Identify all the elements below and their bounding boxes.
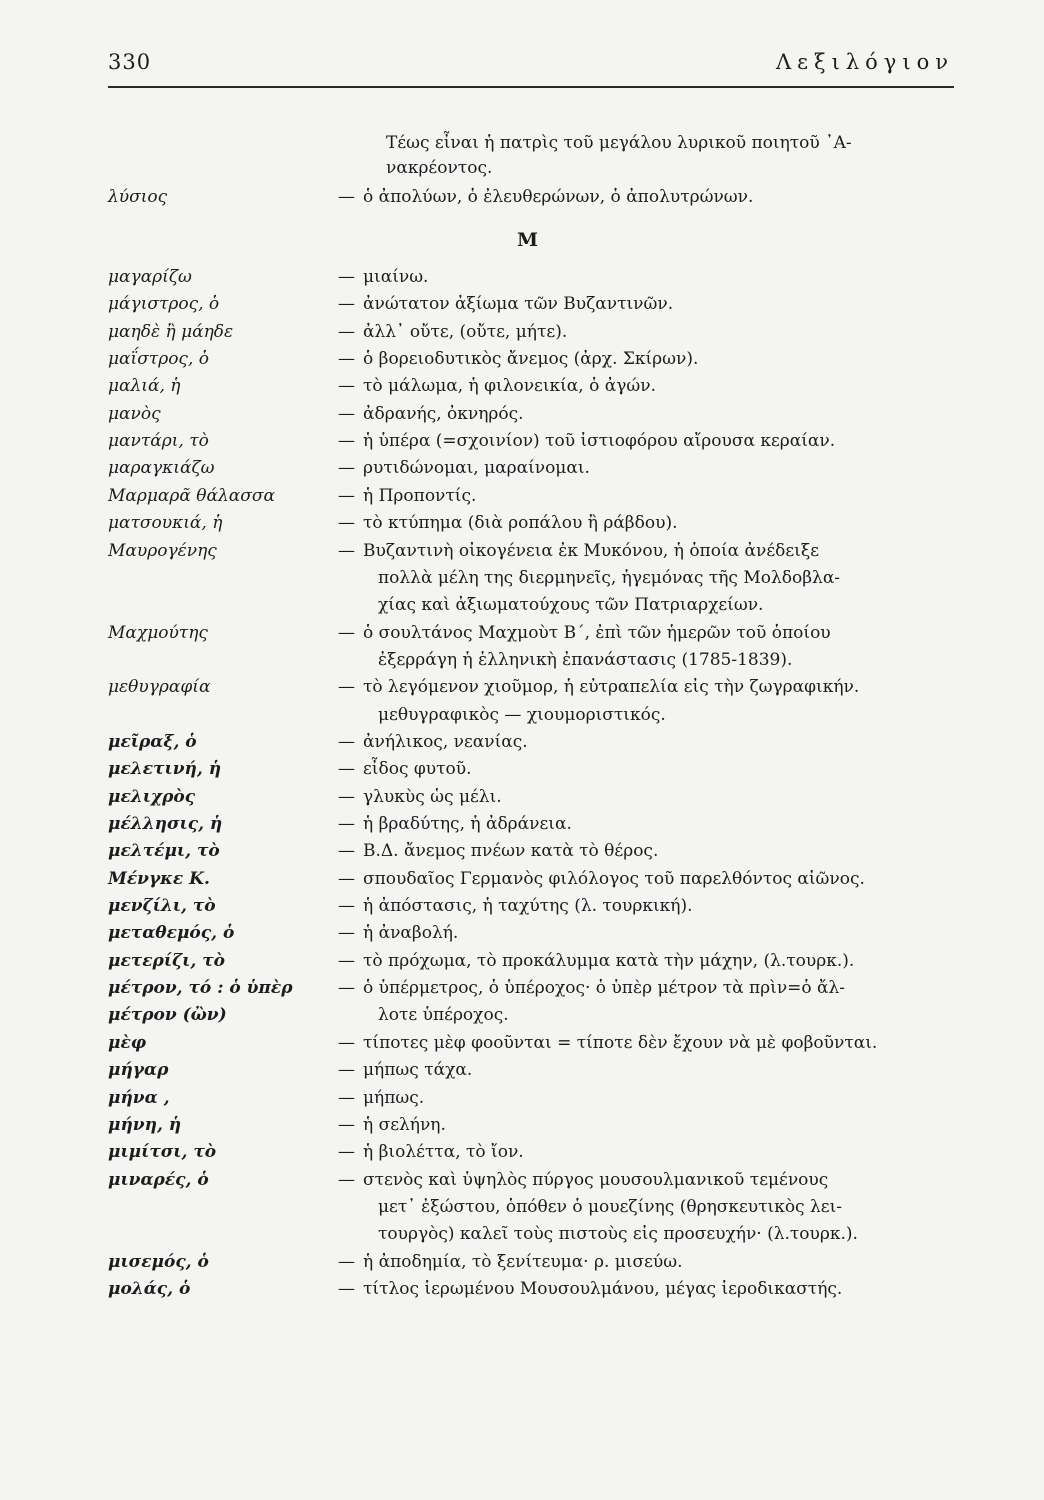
entry-term: μάγιστρος, ὁ bbox=[108, 294, 220, 315]
running-title: Λεξιλόγιον bbox=[776, 50, 954, 74]
entry-definition: — γλυκὺς ὡς μέλι. bbox=[338, 786, 502, 807]
entry-definition: — μιαίνω. bbox=[338, 267, 429, 287]
entry-definition-continuation: χίας καὶ ἀξιωματούχους τῶν Πατριαρχείων. bbox=[378, 595, 764, 616]
entry-definition: — μήπως τάχα. bbox=[338, 1060, 473, 1081]
entry-term: Μαρμαρᾶ θάλασσα bbox=[108, 485, 275, 506]
entry-definition: — ἡ βιολέττα, τὸ ἴον. bbox=[338, 1142, 524, 1163]
entry-term: μήγαρ bbox=[108, 1060, 169, 1081]
header-rule bbox=[108, 86, 954, 88]
entry-term: Μαυρογένης bbox=[108, 540, 217, 561]
entry-term: μανὸς bbox=[108, 403, 161, 424]
entry-definition-continuation: μεθυγραφικὸς — χιουμοριστικός. bbox=[378, 704, 666, 725]
entry-definition: — ὁ ἀπολύων, ὁ ἐλευθερώνων, ὁ ἀπολυτρώνων. bbox=[338, 187, 754, 207]
entry-definition: — Β.Δ. ἄνεμος πνέων κατὰ τὸ θέρος. bbox=[338, 841, 659, 862]
entry-definition: — τίποτες μὲφ φοοῦνται = τίποτε δὲν ἔχουν νὰ μὲ φοβοῦνται. bbox=[338, 1032, 878, 1053]
entry-definition: — σπουδαῖος Γερμανὸς φιλόλογος τοῦ παρελθόντος αἰῶνος. bbox=[338, 868, 865, 889]
page-number: 330 bbox=[108, 50, 152, 74]
entry-term: μισεμός, ὁ bbox=[108, 1251, 209, 1272]
entry-definition: — μήπως. bbox=[338, 1087, 425, 1108]
entry-term: μελετινή, ἡ bbox=[108, 759, 222, 780]
entry-definition: — ἡ Προποντίς. bbox=[338, 485, 477, 506]
entry-definition: — ἡ ὑπέρα (=σχοινίον) τοῦ ἱστιοφόρου αἴρουσα κεραίαν. bbox=[338, 431, 836, 452]
entry-definition: — ἀδρανής, ὀκνηρός. bbox=[338, 403, 524, 424]
entry-term: μελιχρὸς bbox=[108, 786, 196, 807]
entry-term: μήνα , bbox=[108, 1087, 170, 1108]
entry-definition: — ὁ σουλτάνος Μαχμοὺτ Β΄, ἐπὶ τῶν ἡμερῶν τοῦ ὁποίου bbox=[338, 622, 831, 643]
entry-term: μαγαρίζω bbox=[108, 267, 192, 287]
entry-definition: — τίτλος ἱερωμένου Μουσουλμάνου, μέγας ἱεροδικαστής. bbox=[338, 1278, 843, 1299]
entry-definition-continuation: τουργὸς) καλεῖ τοὺς πιστοὺς εἰς προσευχήν· (λ.τουρκ.). bbox=[378, 1224, 858, 1245]
entry-definition-continuation: πολλὰ μέλη της διερμηνεῖς, ἡγεμόνας τῆς Μολδοβλα- bbox=[378, 567, 841, 588]
entry-definition-continuation: μετ᾿ ἐξώστου, ὁπόθεν ὁ μουεζίνης (θρησκευτικὸς λει- bbox=[378, 1196, 842, 1217]
entry-term: μενζίλι, τὸ bbox=[108, 896, 216, 917]
entry-term: μιμίτσι, τὸ bbox=[108, 1142, 217, 1163]
entry-definition-continuation: ἐξερράγη ἡ ἑλληνικὴ ἐπανάστασις (1785-1839). bbox=[378, 649, 793, 670]
entry-term: μαραγκιάζω bbox=[108, 458, 215, 479]
entry-definition: — ὁ ὑπέρμετρος, ὁ ὑπέροχος· ὁ ὑπὲρ μέτρον τὰ πρὶν=ὁ ἄλ- bbox=[338, 978, 846, 999]
entry-term: μεθυγραφία bbox=[108, 677, 211, 698]
entry-term: μολάς, ὁ bbox=[108, 1278, 191, 1299]
entry-term: Μένγκε Κ. bbox=[108, 868, 210, 889]
page-header bbox=[108, 50, 954, 84]
entry-definition: — τὸ λεγόμενον χιοῦμορ, ἡ εὐτραπελία εἰς τὴν ζωγραφικήν. bbox=[338, 677, 860, 698]
section-letter: Μ bbox=[517, 229, 539, 251]
entry-term: μετερίζι, τὸ bbox=[108, 950, 225, 971]
entry-definition-continuation: λοτε ὑπέροχος. bbox=[378, 1005, 509, 1026]
entry-definition: — ρυτιδώνομαι, μαραίνομαι. bbox=[338, 458, 590, 479]
entry-term: ματσουκιά, ἡ bbox=[108, 513, 223, 534]
entry-term: μαΐστρος, ὁ bbox=[108, 349, 209, 370]
entry-term: Μαχμούτης bbox=[108, 622, 208, 643]
entry-term: μιναρές, ὁ bbox=[108, 1169, 209, 1190]
entry-definition: — ὁ βορειοδυτικὸς ἄνεμος (ἀρχ. Σκίρων). bbox=[338, 349, 699, 370]
entry-term: μελτέμι, τὸ bbox=[108, 841, 220, 862]
entry-definition: — ἡ ἀναβολή. bbox=[338, 923, 459, 944]
entry-term: μεῖραξ, ὁ bbox=[108, 731, 197, 752]
entry-definition: — ἡ ἀποδημία, τὸ ξενίτευμα· ρ. μισεύω. bbox=[338, 1251, 683, 1272]
entry-definition: — ἀνήλικος, νεανίας. bbox=[338, 731, 528, 752]
entry-definition: — τὸ μάλωμα, ἡ φιλονεικία, ὁ ἀγών. bbox=[338, 376, 656, 397]
entry-definition: — ἡ σελήνη. bbox=[338, 1114, 446, 1135]
entry-definition: — ἀλλ᾿ οὔτε, (οὔτε, μήτε). bbox=[338, 321, 568, 342]
entry-term: μήνη, ἡ bbox=[108, 1114, 182, 1135]
entry-definition: — τὸ κτύπημα (διὰ ροπάλου ἢ ράβδου). bbox=[338, 513, 678, 534]
entry-definition: — ἀνώτατον ἀξίωμα τῶν Βυζαντινῶν. bbox=[338, 294, 674, 315]
entry-definition: — τὸ πρόχωμα, τὸ προκάλυμμα κατὰ τὴν μάχην, (λ.τουρκ.). bbox=[338, 950, 855, 971]
entry-term: λύσιος bbox=[108, 187, 168, 207]
entry-definition: — ἡ βραδύτης, ἡ ἀδράνεια. bbox=[338, 814, 572, 834]
entry-definition: — ἡ ἀπόστασις, ἡ ταχύτης (λ. τουρκική). bbox=[338, 896, 693, 917]
entry-term: μὲφ bbox=[108, 1032, 147, 1053]
entry-term: μαλιά, ἡ bbox=[108, 376, 181, 397]
entry-term: μέτρον, τό : ὁ ὑπὲρ bbox=[108, 978, 293, 999]
entry-term: μαντάρι, τὸ bbox=[108, 431, 209, 452]
entry-term: μεταθεμός, ὁ bbox=[108, 923, 235, 944]
entry-term: μέλλησις, ἡ bbox=[108, 814, 223, 834]
entry-definition: — εἶδος φυτοῦ. bbox=[338, 759, 472, 780]
entry-term-continuation: μέτρον (ὢν) bbox=[108, 1005, 227, 1026]
entry-definition: — Βυζαντινὴ οἰκογένεια ἐκ Μυκόνου, ἡ ὁποία ἀνέδειξε bbox=[338, 540, 820, 561]
intro-line: νακρέοντος. bbox=[386, 158, 493, 178]
entry-term: μαηδὲ ἢ μάηδε bbox=[108, 321, 234, 342]
intro-line: Τέως εἶναι ἡ πατρὶς τοῦ μεγάλου λυρικοῦ ποιητοῦ ᾿Α- bbox=[386, 133, 852, 153]
entry-definition: — στενὸς καὶ ὑψηλὸς πύργος μουσουλμανικοῦ τεμένους bbox=[338, 1169, 829, 1190]
